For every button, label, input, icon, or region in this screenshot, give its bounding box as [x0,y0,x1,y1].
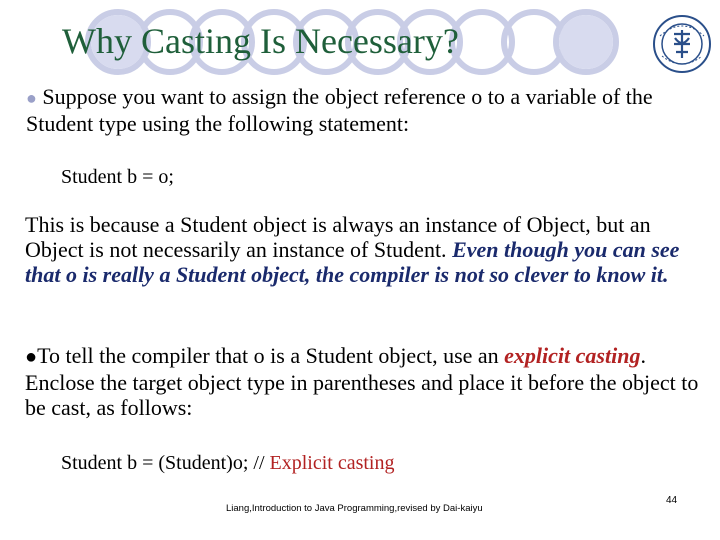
bullet2-text-1: To tell the compiler that o is a Student object, use an [37,343,505,368]
code-assignment: Student b = o; [61,166,174,188]
code2-comment: Explicit casting [269,452,395,474]
explicit-keyword: explicit [504,343,571,368]
university-seal-logo [652,14,712,74]
slide-footer: Liang,Introduction to Java Programming,revised by Dai-kaiyu [226,503,483,514]
dot-bullet-icon: ● [25,346,38,368]
explanation-text: This is because a Student object is always an instance of Object, but an Object is not necessarily an instance of Student. [25,212,651,262]
slide-title: Why Casting Is Necessary? [62,21,459,61]
casting-keyword: casting [575,343,641,368]
bullet2-text-2: . Enclose the target object type in parentheses and place it before the object to be cast, as follows: [25,343,699,420]
explanation-end: . [663,262,669,287]
page-number: 44 [666,495,678,506]
code-explicit-cast [61,452,394,475]
explanation-emphasis: Even though you can see that o is really a Student object, the compiler is not so clever to know it [25,237,680,287]
bullet-suppose [26,84,706,136]
code2-statement: Student b = (Student)o; // [61,452,270,474]
bullet1-text: Suppose you want to assign the object reference o to a variable of the Student type using the following statement: [26,84,653,136]
bullet-explicit-casting [25,343,709,420]
circle-bullet-icon: ● [26,88,37,108]
explanation-paragraph [25,212,709,287]
